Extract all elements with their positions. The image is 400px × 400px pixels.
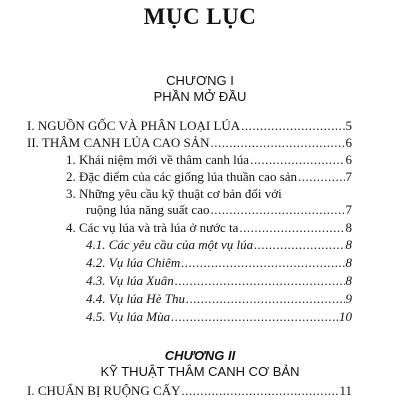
toc-entry-page: 10	[339, 309, 352, 324]
toc-entry-field-prep[interactable]	[27, 383, 352, 399]
toc-entry-label: 4.3. Vụ lúa Xuân	[86, 273, 174, 288]
chapter-1-number: CHƯƠNG I	[166, 73, 234, 88]
toc-entry-label: II. THÂM CANH LÚA CAO SẢN	[27, 135, 210, 150]
toc-entry-label: 4.1. Các yêu cầu của một vụ lúa	[86, 237, 254, 252]
toc-entry-label: 4.4. Vụ lúa Hè Thu	[86, 291, 185, 306]
chapter-1-name: PHẦN MỞ ĐẦU	[153, 89, 247, 104]
toc-entry-intensive-farming[interactable]	[27, 135, 352, 151]
toc-entry-label: ruộng lúa năng suất cao	[86, 202, 210, 217]
chapter-2-heading	[0, 348, 400, 380]
toc-entry-xuan[interactable]	[86, 273, 352, 289]
toc-entry-seasons[interactable]	[66, 220, 352, 236]
toc-entry-requirements[interactable]	[86, 202, 352, 218]
toc-entry-label: 2. Đặc điểm của các giống lúa thuần cao sản	[66, 169, 298, 184]
toc-entry-label: 4.2. Vụ lúa Chiêm	[86, 255, 181, 270]
toc-entry-label: 1. Khái niệm mới về thâm canh lúa	[66, 152, 250, 167]
page-title: MỤC LỤC	[143, 4, 257, 29]
toc-entry-season-requirements[interactable]	[86, 237, 352, 253]
toc-entry-varieties[interactable]	[66, 169, 352, 185]
toc-entry-page: 9	[345, 291, 352, 306]
dot-leader	[254, 237, 344, 253]
toc-entry-requirements-line1[interactable]: 3. Những yêu cầu kỹ thuật cơ bản đối với	[66, 186, 282, 201]
toc-entry-he-thu[interactable]	[86, 291, 352, 307]
dot-leader	[171, 309, 338, 325]
toc-entry-label: 4. Các vụ lúa và trà lúa ở nước ta	[66, 220, 239, 235]
dot-leader	[186, 291, 345, 307]
dot-leader	[239, 220, 344, 236]
toc-entry-page: 8	[345, 255, 352, 270]
toc-entry-origin[interactable]	[27, 118, 352, 134]
dot-leader	[181, 255, 344, 271]
toc-entry-new-concept[interactable]	[66, 152, 352, 168]
toc-entry-mua[interactable]	[86, 309, 352, 325]
toc-entry-page: 11	[339, 383, 352, 398]
toc-entry-page: 6	[345, 152, 352, 167]
toc-entry-label: 4.5. Vụ lúa Mùa	[86, 309, 171, 324]
toc-entry-chiem[interactable]	[86, 255, 352, 271]
dot-leader	[211, 135, 345, 151]
dot-leader	[250, 152, 344, 168]
toc-entry-label: I. NGUỒN GỐC VÀ PHÂN LOẠI LÚA	[27, 118, 241, 133]
toc-entry-page: 8	[345, 220, 352, 235]
toc-entry-label: I. CHUẨN BỊ RUỘNG CẤY	[27, 383, 181, 398]
dot-leader	[210, 202, 344, 218]
chapter-2-name: KỸ THUẬT THÂM CANH CƠ BẢN	[100, 364, 300, 379]
dot-leader	[241, 118, 344, 134]
chapter-2-number: CHƯƠNG II	[164, 348, 236, 363]
toc-entry-page: 6	[345, 135, 352, 150]
dot-leader	[298, 169, 344, 185]
dot-leader	[175, 273, 345, 289]
toc-entry-page: 8	[345, 237, 352, 252]
toc-entry-page: 5	[345, 118, 352, 133]
dot-leader	[181, 383, 338, 399]
toc-entry-page: 8	[345, 273, 352, 288]
toc-entry-page: 7	[345, 169, 352, 184]
toc-entry-page: 7	[345, 202, 352, 217]
chapter-1-heading	[0, 73, 400, 105]
